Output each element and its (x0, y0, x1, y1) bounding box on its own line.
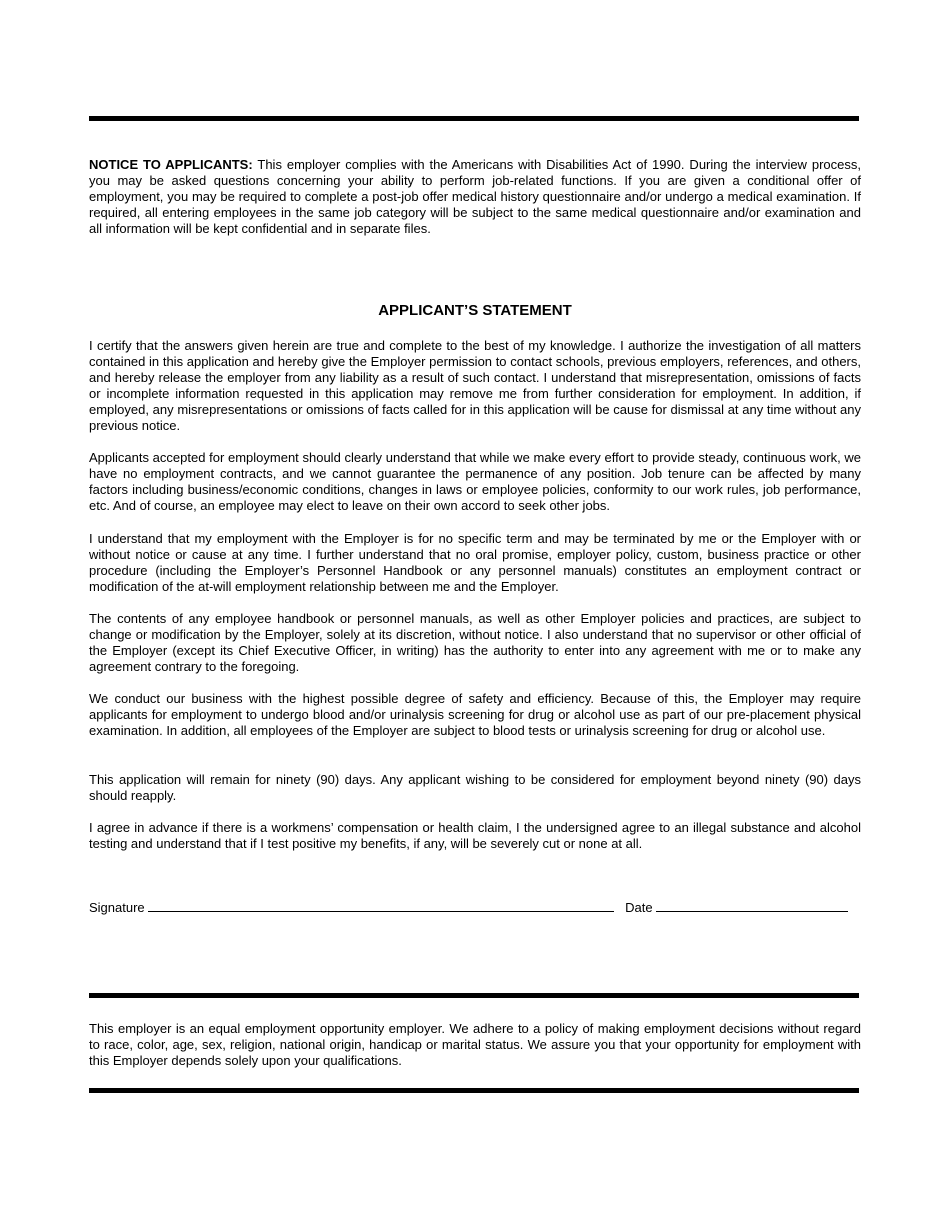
eeo-statement: This employer is an equal employment opportunity employer. We adhere to a policy of making employment decisions without regard to race, color, age, sex, religion, national origin, handicap or marital status. We assure you that your opportunity for employment with this Employer depends solely upon your qualifications. (89, 1021, 861, 1068)
statement-paragraph-1: I certify that the answers given herein are true and complete to the best of my knowledge. I authorize the investigation of all matters contained in this application and hereby give the Employer permission to contact schools, previous employers, references, and others, and hereby release the employer from any liability as a result of such contact. I understand that misrepresentation, omissions of facts or incomplete information requested in this application may remove me from further consideration for employment. In addition, if employed, any misrepresentations or omissions of facts called for in this application will be cause for dismissal at any time without any previous notice. (89, 338, 861, 433)
page-title: APPLICANT’S STATEMENT (378, 302, 572, 319)
signature-row (89, 900, 861, 915)
top-rule (89, 116, 859, 121)
middle-rule (89, 993, 859, 998)
bottom-rule (89, 1088, 859, 1093)
statement-paragraph-3: I understand that my employment with the Employer is for no specific term and may be terminated by me or the Employer with or without notice or cause at any time. I further understand that no oral promise, employer policy, custom, business practice or other procedure (including the Employer’s Personnel Handbook or any personnel manuals) constitutes an employment contract or modification of the at-will employment relationship between me and the Employer. (89, 531, 861, 594)
signature-field[interactable] (148, 900, 614, 912)
statement-paragraph-6: This application will remain for ninety (90) days. Any applicant wishing to be considered for employment beyond ninety (90) days should reapply. (89, 772, 861, 803)
notice-text: This employer complies with the Americans with Disabilities Act of 1990. During the interview process, you may be asked questions concerning your ability to perform job-related functions. If you are given a conditional offer of employment, you may be required to complete a post-job offer medical history questionnaire and/or undergo a medical examination. If required, all entering employees in the same job category will be subject to the same medical questionnaire and/or examination and all information will be kept confidential and in separate files. (89, 157, 862, 236)
date-label: Date (625, 900, 653, 915)
date-field[interactable] (656, 900, 848, 912)
statement-paragraph-2: Applicants accepted for employment should clearly understand that while we make every effort to provide steady, continuous work, we have no employment contracts, and we cannot guarantee the permanence of any position. Job tenure can be affected by many factors including business/economic conditions, changes in laws or employee policies, conformity to our work rules, job performance, etc. And of course, an employee may elect to leave on their own accord to seek other jobs. (89, 450, 861, 513)
statement-paragraph-4: The contents of any employee handbook or personnel manuals, as well as other Employer policies and practices, are subject to change or modification by the Employer, solely at its discretion, without notice. I also understand that no supervisor or other official of the Employer (except its Chief Executive Officer, in writing) has the authority to enter into any agreement with me or to make any agreement contrary to the foregoing. (89, 611, 861, 674)
signature-label: Signature (89, 900, 145, 915)
notice-to-applicants (89, 157, 861, 237)
notice-label: NOTICE TO APPLICANTS: (89, 157, 253, 172)
statement-paragraph-7: I agree in advance if there is a workmens’ compensation or health claim, I the undersigned agree to an illegal substance and alcohol testing and understand that if I test positive my benefits, if any, will be severely cut or none at all. (89, 820, 861, 851)
statement-paragraph-5: We conduct our business with the highest possible degree of safety and efficiency. Because of this, the Employer may require applicants for employment to undergo blood and/or urinalysis screening for drug or alcohol use as part of our pre-placement physical examination. In addition, all employees of the Employer are subject to blood tests or urinalysis screening for drug or alcohol use. (89, 691, 861, 738)
